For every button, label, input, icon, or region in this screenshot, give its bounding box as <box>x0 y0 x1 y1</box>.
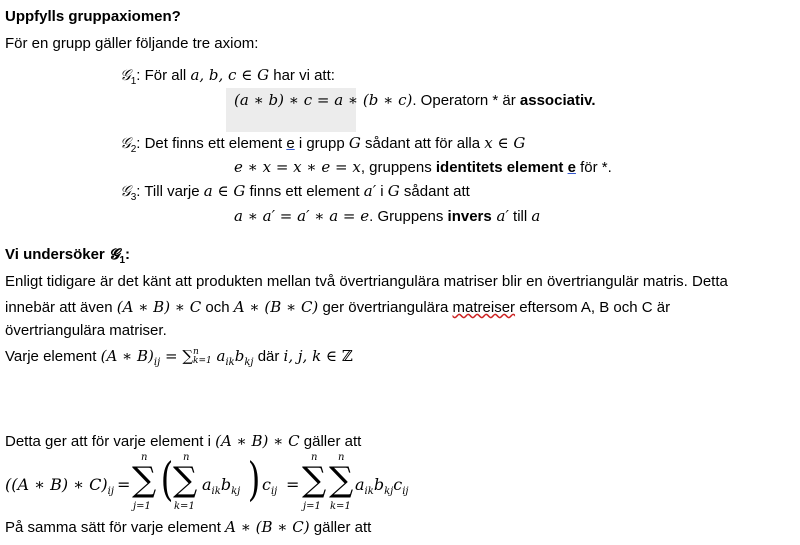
eq-equals-1: = <box>117 475 131 494</box>
axiom-g2: 𝒢$_2$: Det finns ett element e i grupp G sådant att för alla x ∈ G <box>120 134 526 155</box>
sum4-upper: n <box>338 452 345 463</box>
sum4-sigma: ∑ <box>329 460 354 500</box>
axiom-g3: 𝒢$_3$: Till varje a ∈ G finns ett element a′ i G sådant att <box>120 182 470 203</box>
sum4-lower: k=1 <box>330 501 351 512</box>
paragraph-line-2: innebär att även (A ∗ B) ∗ C och A ∗ (B ∗ C) ger övertriangulära matreiser eftersom A, B och C är <box>5 298 671 316</box>
sum3-upper: n <box>311 452 318 463</box>
g3-label: 𝒢 <box>120 182 131 200</box>
eq-lhs: ((A ∗ B) ∗ $C)_{ij}$ <box>5 475 114 497</box>
axiom-g2-formula: e ∗ x = x ∗ e = x, gruppens identitets element e för *. <box>234 158 612 176</box>
g2-label: 𝒢 <box>120 134 131 152</box>
axiom-g1: 𝒢$_1$: För all a, b, c ∈ G har vi att: <box>120 66 335 87</box>
big-paren-left: ( <box>160 452 174 506</box>
sum1-upper: n <box>141 452 148 463</box>
intro-text: För en grupp gäller följande tre axiom: <box>5 35 259 52</box>
spelling-error[interactable]: matreiser <box>452 299 516 316</box>
sum1-sigma: ∑ <box>132 460 157 500</box>
eq-c-term: $c_{ij}$ <box>262 475 278 497</box>
paragraph-line-4: Detta ger att för varje element i (A ∗ B) ∗ C gäller att <box>5 432 362 450</box>
heading: Uppfylls gruppaxiomen? <box>5 8 181 25</box>
sum2-lower: k=1 <box>174 501 195 512</box>
sum3-lower: j=1 <box>303 501 321 512</box>
sum2-upper: n <box>183 452 190 463</box>
sum2-sigma: ∑ <box>173 460 198 500</box>
eq-inner-term: $a_{ik}b_{kj}$ <box>202 475 241 497</box>
element-formula-line: Varje element (A ∗ $B)_{ij}$ = ∑ n k=1 $a_{ik}b_{kj}$ där i, j, k ∈ ℤ <box>5 347 353 368</box>
eq-equals-2: = <box>286 475 300 494</box>
eq-final-term: $a_{ik}b_{kj}c_{ij}$ <box>355 475 409 497</box>
sum3-sigma: ∑ <box>302 460 327 500</box>
paragraph-line-5: På samma sätt för varje element A ∗ (B ∗ C) gäller att <box>5 518 372 536</box>
section-heading: Vi undersöker 𝓖$_1$: <box>5 245 131 266</box>
paragraph-line-3: övertriangulära matriser. <box>5 322 167 339</box>
sum1-lower: j=1 <box>133 501 151 512</box>
paragraph-line-1: Enligt tidigare är det känt att produkten mellan två övertriangulära matriser blir en övertriangulär matris. Detta <box>5 273 728 290</box>
big-paren-right: ) <box>247 452 261 506</box>
g1-label: 𝒢 <box>120 66 131 84</box>
axiom-g3-formula: a ∗ a′ = a′ ∗ a = e. Gruppens invers a′ till a <box>234 207 541 225</box>
axiom-g1-formula: (a ∗ b) ∗ c = a ∗ (b ∗ c). Operatorn * är associativ. <box>234 91 596 109</box>
